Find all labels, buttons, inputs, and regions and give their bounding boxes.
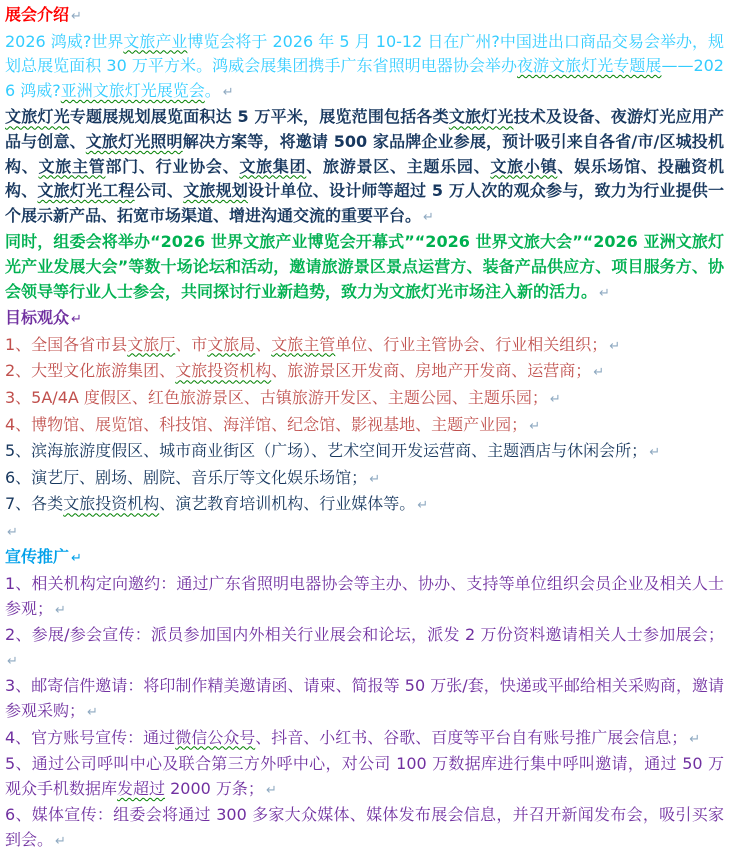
paragraph-mark-icon: ↵: [222, 84, 234, 100]
text-run: 单位、行业主管协会、行业相关组织；: [335, 334, 608, 354]
paragraph-mark-icon: ↵: [7, 653, 18, 669]
spellcheck-flagged-text: 文旅局: [207, 334, 256, 354]
target-audience-item: [5, 492, 724, 519]
paragraph-mark-icon: ↵: [71, 9, 82, 24]
paragraph-mark-icon: ↵: [599, 285, 610, 301]
spellcheck-flagged-text: 文旅投资机构: [63, 494, 160, 514]
paragraph-mark-icon: ↵: [7, 524, 18, 540]
text-run: 部门、行业协会、: [105, 156, 240, 176]
text-run: 7、各类: [5, 494, 64, 514]
paragraph-mark-icon: ↵: [417, 498, 429, 514]
text-run: 2、参展/参会宣传：派员参加国内外相关行业展会和论坛，派发 2 万份资料邀请相关人士参加展会；: [5, 625, 724, 645]
text-run: 、抖音、小红书、谷歌、百度等平台自有账号推广展会信息；: [255, 727, 688, 747]
promotion-item: [5, 674, 724, 725]
paragraph-mark-icon: ↵: [649, 445, 661, 461]
target-audience-item: [5, 333, 724, 360]
text-run: 目标观众: [5, 308, 70, 328]
paragraph-mark-icon: ↵: [593, 365, 605, 381]
paragraph-mark-icon: ↵: [55, 602, 66, 618]
text-run: 6、演艺厅、剧场、剧院、音乐厅等文化娱乐场馆；: [5, 467, 368, 487]
text-run: 公司、: [134, 181, 184, 201]
text-run: 、: [255, 334, 272, 354]
spellcheck-flagged-text: 文旅产业: [123, 31, 188, 51]
text-run: 1、相关机构定向邀约：通过广东省照明电器协会等主办、协办、支持等单位组织会员企业及相关人士参观；: [5, 574, 724, 618]
text-run: 1、全国各省市县: [5, 334, 128, 354]
text-run: 、演艺教育培训机构、行业媒体等。: [159, 494, 416, 514]
paragraph-mark-icon: ↵: [689, 731, 701, 747]
paragraph-mark-icon: ↵: [369, 471, 381, 487]
paragraph-mark-icon: ↵: [549, 391, 561, 407]
text-run: 展会介绍: [5, 5, 70, 24]
promotion-item: [5, 803, 724, 854]
text-run: 宣传推广: [5, 547, 70, 567]
text-run: 同时，组委会将举办“2026 世界文旅产业博览会开幕式”“2026 世界文旅大会”“2026 亚洲文旅灯光产业发展大会”等数十场论坛和活动，邀请旅游景区景点运营方、装备产品供应方、项目服务方、协会领导等行业人士参会，共同探讨行业新趋势，致力为文旅灯光市场注入新的活力。: [5, 232, 724, 301]
text-run: 。: [204, 80, 221, 100]
paragraph-mark-icon: ↵: [55, 834, 66, 849]
text-run: 、旅游景区、主题乐园、: [306, 156, 491, 176]
text-run: 2026 鸿威?世界: [5, 31, 124, 51]
intro-paragraph: [5, 30, 724, 106]
text-run: 解决方案等，将邀请 500 家品牌企业参展，预计吸引来自各省/市/区城投机构、: [5, 131, 724, 176]
spellcheck-flagged-text: 文旅集团: [239, 156, 307, 176]
spellcheck-flagged-text: 文旅灯光: [448, 107, 514, 127]
events-paragraph: [5, 230, 724, 306]
spellcheck-flagged-text: 文旅灯光照明: [85, 131, 183, 151]
text-run: 4、官方账号宣传：通过: [5, 727, 176, 747]
spellcheck-flagged-text: 文旅主管: [271, 334, 336, 354]
text-run: 2000 万条；: [165, 778, 264, 798]
spellcheck-flagged-text: 亚洲文旅灯光展览会: [60, 80, 205, 100]
blank-line: [5, 519, 724, 546]
paragraph-mark-icon: ↵: [265, 782, 277, 798]
paragraph-mark-icon: ↵: [609, 338, 621, 354]
spellcheck-flagged-text: 文旅小镇: [490, 156, 558, 176]
spellcheck-flagged-text: 文旅规划: [183, 181, 248, 201]
paragraph-mark-icon: ↵: [71, 312, 82, 328]
paragraph-mark-icon: ↵: [529, 418, 541, 434]
text-run: 设计单位、设计师等超过 5 万人次的观众参与，致力为行业提供一个展示新产品、拓宽市场渠道、增进沟通交流的重要平台。: [5, 181, 724, 225]
promotion-item: [5, 572, 724, 623]
page-title: [5, 3, 724, 30]
target-audience-item: [5, 386, 724, 413]
text-run: 5、滨海旅游度假区、城市商业街区（广场）、艺术空间开发运营商、主题酒店与休闲会所；: [5, 441, 648, 461]
spellcheck-flagged-text: 文旅主管: [38, 156, 106, 176]
promotion-item: [5, 752, 724, 803]
spellcheck-flagged-text: 微信公众号: [175, 727, 256, 747]
text-run: 技术及设备、夜游灯光应用产品与创意、: [5, 107, 724, 151]
target-audience-item: [5, 359, 724, 386]
document-body[interactable]: [5, 3, 724, 855]
paragraph-mark-icon: ↵: [87, 705, 98, 721]
text-run: 、市: [175, 334, 208, 354]
text-run: 4、博物馆、展览馆、科技馆、海洋馆、纪念馆、影视基地、主题产业园；: [5, 414, 528, 434]
promotion-item: [5, 726, 724, 753]
text-run: 、娱乐场馆、投融资机构、: [5, 156, 724, 201]
spellcheck-flagged-text: 发超过: [117, 778, 166, 798]
spellcheck-flagged-text: 夜游文旅灯光专题展: [517, 56, 662, 76]
heading-promotion: [5, 545, 724, 572]
text-run: 3、邮寄信件邀请：将印制作精美邀请函、请柬、简报等 50 万张/套，快递或平邮给相关采购商，邀请参观采购；: [5, 676, 724, 721]
text-run: ——2026 鸿威?: [5, 56, 724, 100]
promotion-item: [5, 623, 724, 674]
spellcheck-flagged-text: 文旅灯光: [5, 107, 70, 127]
text-run: 6、媒体宣传：组委会将通过 300 多家大众媒体、媒体发布展会信息，并召开新闻发布会，吸引买家到会。: [5, 805, 724, 849]
spellcheck-flagged-text: 文旅灯光工程: [37, 181, 135, 201]
text-run: 、旅游景区开发商、房地产开发商、运营商；: [271, 361, 592, 381]
spellcheck-flagged-text: 文旅厅: [127, 334, 176, 354]
spellcheck-flagged-text: 文旅投资机构: [175, 361, 272, 381]
text-run: 3、5A/4A 度假区、红色旅游景区、古镇旅游开发区、主题公园、主题乐园；: [5, 387, 548, 407]
target-audience-item: [5, 439, 724, 466]
text-run: 5、通过公司呼叫中心及联合第三方外呼中心，对公司 100 万数据库进行集中呼叫邀请，通过 50 万观众手机数据库: [5, 754, 724, 798]
target-audience-item: [5, 413, 724, 440]
paragraph-mark-icon: ↵: [71, 551, 82, 567]
target-audience-item: [5, 466, 724, 493]
scale-paragraph: [5, 105, 724, 230]
text-run: 专题展规划展览面积达 5 万平米，展览范围包括各类: [69, 107, 449, 127]
heading-target-audience: [5, 306, 724, 333]
paragraph-mark-icon: ↵: [423, 209, 434, 225]
text-run: 2、大型文化旅游集团、: [5, 361, 176, 381]
text-run: 博览会将于 2026 年 5 月 10-12 日在广州?中国进出口商品交易会举办，规划总展览面积 30 万平方米。鸿威会展集团携手广东省照明电器协会举办: [5, 31, 724, 76]
